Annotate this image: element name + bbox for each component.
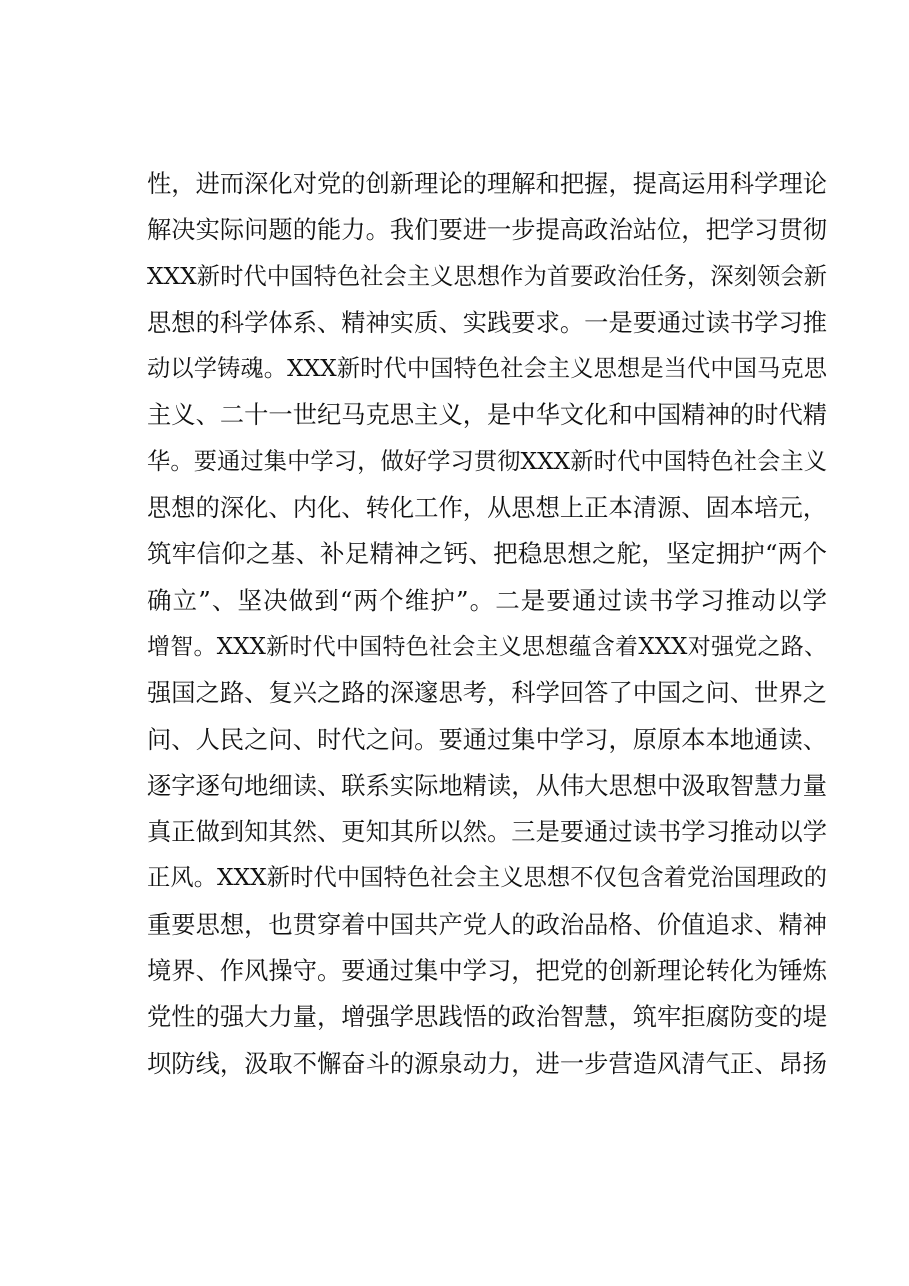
text-line: 重要思想，也贯穿着中国共产党人的政治品格、价值追求、精神	[147, 909, 827, 939]
text-line: 坝防线，汲取不懈奋斗的源泉动力，进一步营造风清气正、昂扬	[147, 1048, 827, 1078]
text-line: 主义、二十一世纪马克思主义，是中华文化和中国精神的时代精	[147, 400, 827, 430]
text-line: 确立”、坚决做到“两个维护”。二是要通过读书学习推动以学	[147, 585, 827, 615]
body-paragraph	[147, 161, 827, 1087]
text-line: 筑牢信仰之基、补足精神之钙、把稳思想之舵，坚定拥护“两个	[147, 539, 827, 569]
text-line: 思想的科学体系、精神实质、实践要求。一是要通过读书学习推	[147, 307, 827, 337]
text-line: 正风。XXX新时代中国特色社会主义思想不仅包含着党治国理政的	[147, 864, 827, 892]
text-line: 党性的强大力量，增强学思践悟的政治智慧，筑牢拒腐防变的堤	[147, 1002, 827, 1032]
text-line: 增智。XXX新时代中国特色社会主义思想蕴含着XXX对强党之路、	[147, 633, 827, 660]
text-line: 思想的深化、内化、转化工作，从思想上正本清源、固本培元，	[147, 493, 827, 523]
text-line: 逐字逐句地细读、联系实际地精读，从伟大思想中汲取智慧力量	[147, 770, 827, 800]
text-line: 性，进而深化对党的创新理论的理解和把握，提高运用科学理论	[147, 169, 827, 198]
text-line: 动以学铸魂。XXX新时代中国特色社会主义思想是当代中国马克思	[147, 355, 827, 383]
text-line: 解决实际问题的能力。我们要进一步提高政治站位，把学习贯彻	[147, 215, 827, 245]
text-line: 华。要通过集中学习，做好学习贯彻XXX新时代中国特色社会主义	[147, 447, 827, 475]
text-line: 真正做到知其然、更知其所以然。三是要通过读书学习推动以学	[147, 817, 827, 847]
text-line: 境界、作风操守。要通过集中学习，把党的创新理论转化为锤炼	[147, 956, 827, 986]
text-line: XXX新时代中国特色社会主义思想作为首要政治任务，深刻领会新	[147, 262, 827, 290]
text-line: 强国之路、复兴之路的深邃思考，科学回答了中国之问、世界之	[147, 678, 827, 708]
text-line: 问、人民之问、时代之问。要通过集中学习，原原本本地通读、	[147, 724, 827, 754]
